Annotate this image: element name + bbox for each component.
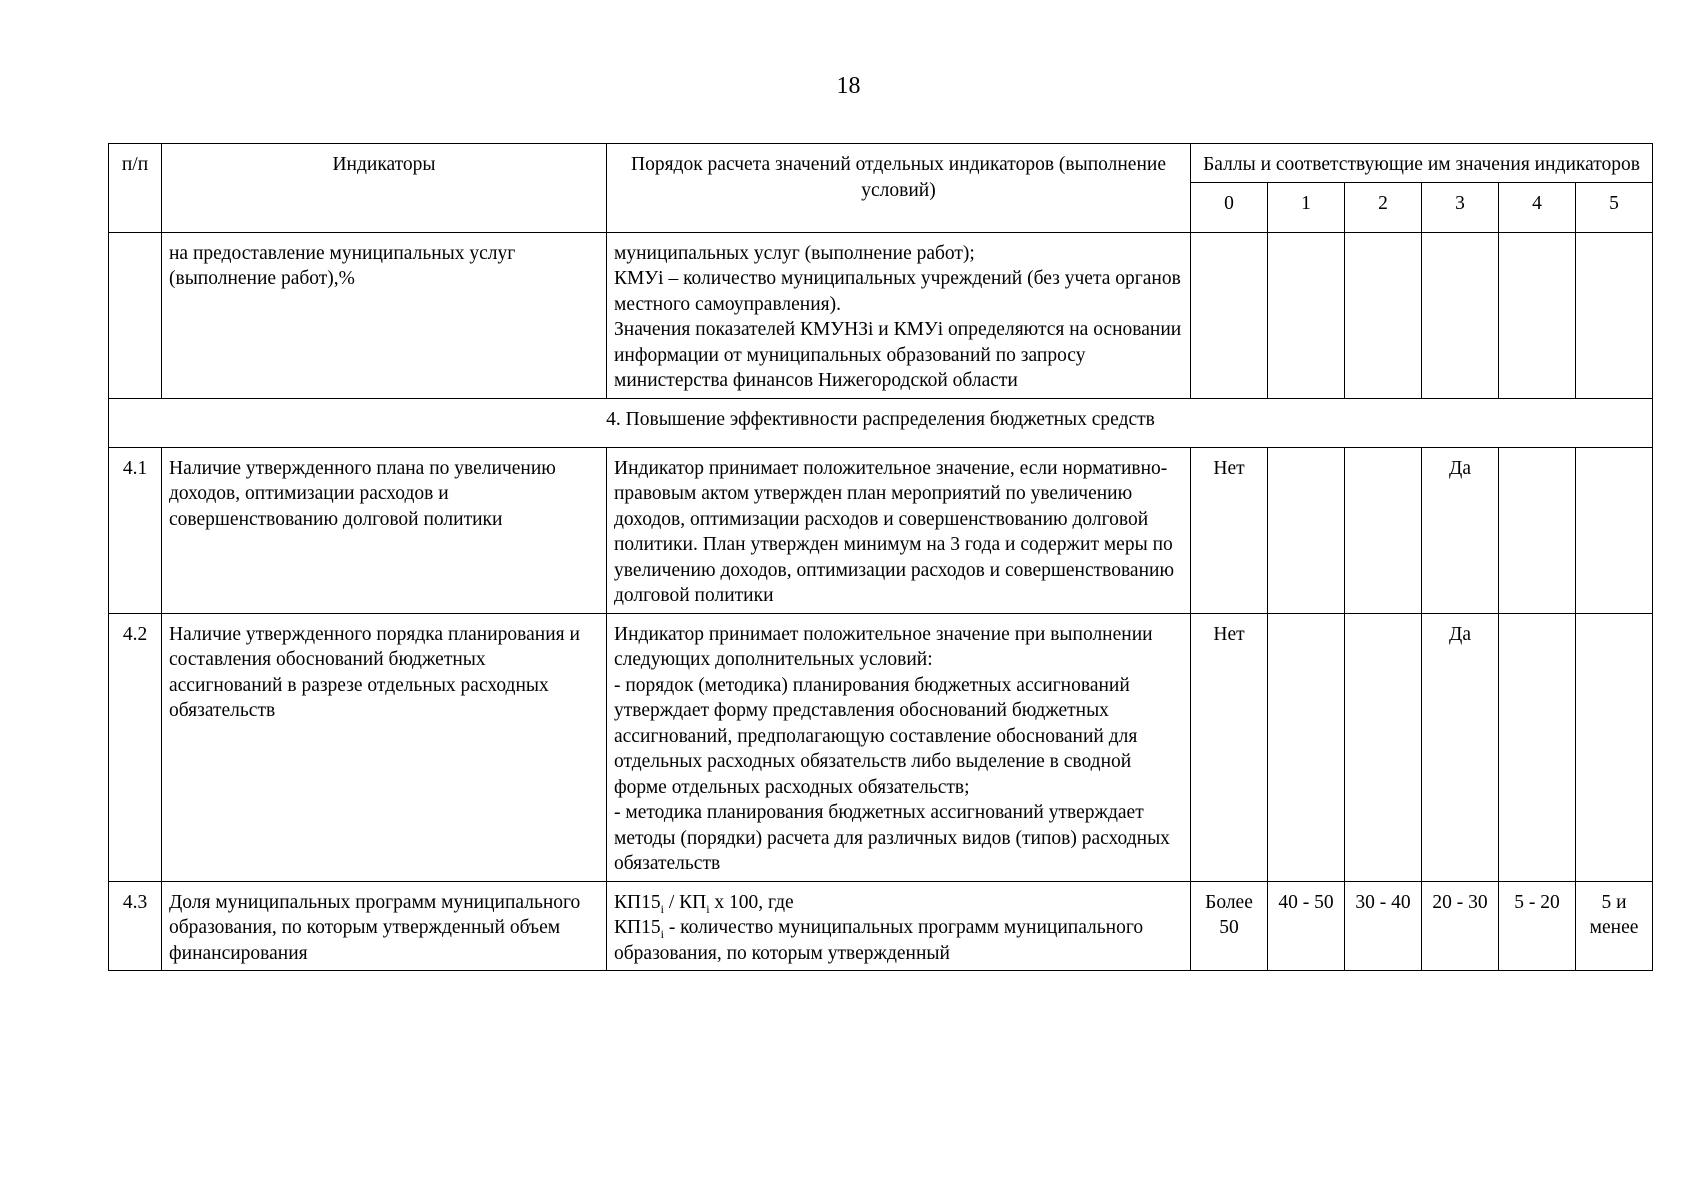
header-score-2: 2 bbox=[1345, 182, 1422, 232]
row-calc bbox=[607, 881, 1191, 971]
score-cell: Более 50 bbox=[1191, 881, 1268, 971]
row-num bbox=[109, 232, 162, 398]
formula-kp15: КП15 bbox=[614, 891, 661, 913]
def-kp15: КП15 bbox=[614, 917, 661, 938]
row-calc bbox=[607, 613, 1191, 881]
score-cell bbox=[1191, 232, 1268, 398]
score-cell bbox=[1576, 447, 1653, 613]
formula-subscript: i bbox=[660, 901, 664, 916]
score-cell bbox=[1268, 613, 1345, 881]
score-cell: 20 - 30 bbox=[1422, 881, 1499, 971]
header-score-3: 3 bbox=[1422, 182, 1499, 232]
score-cell bbox=[1422, 232, 1499, 398]
row-indicator: Наличие утвержденного порядка планирования и составления обоснований бюджетных ассигнований в разрезе отдельных расходных обязательств bbox=[162, 613, 607, 881]
score-cell: Нет bbox=[1191, 613, 1268, 881]
calc-line: КМУi – количество муниципальных учреждений (без учета органов местного самоуправления). bbox=[614, 268, 1181, 315]
score-cell: 30 - 40 bbox=[1345, 881, 1422, 971]
formula-rest: х 100, где bbox=[709, 891, 794, 913]
header-score-1: 1 bbox=[1268, 182, 1345, 232]
section-title: 4. Повышение эффективности распределения бюджетных средств bbox=[109, 398, 1653, 447]
def-subscript: i bbox=[660, 926, 664, 941]
header-scores: Баллы и соответствующие им значения индикаторов bbox=[1191, 144, 1653, 183]
calc-formula bbox=[614, 890, 1183, 916]
score-cell bbox=[1345, 232, 1422, 398]
score-cell bbox=[1499, 232, 1576, 398]
row-calc bbox=[607, 447, 1191, 613]
row-calc bbox=[607, 232, 1191, 398]
header-row bbox=[109, 144, 1653, 183]
calc-line: Индикатор принимает положительное значение при выполнении следующих дополнительных условий: bbox=[614, 623, 1153, 670]
row-num: 4.1 bbox=[109, 447, 162, 613]
score-cell bbox=[1499, 613, 1576, 881]
calc-line: - порядок (методика) планирования бюджетных ассигнований утверждает форму представления обоснований бюджетных ассигнований, предполагающую составление обоснований для отдельных расходных обязательств либо выделение в сводной форме отдельных расходных обязательств; bbox=[614, 674, 1138, 798]
calc-definition bbox=[614, 915, 1183, 966]
score-cell bbox=[1576, 613, 1653, 881]
score-cell bbox=[1345, 447, 1422, 613]
section-row bbox=[109, 398, 1653, 447]
header-indicators: Индикаторы bbox=[162, 144, 607, 233]
row-num: 4.3 bbox=[109, 881, 162, 971]
formula-separator: / bbox=[663, 891, 680, 913]
row-num: 4.2 bbox=[109, 613, 162, 881]
score-cell: Нет bbox=[1191, 447, 1268, 613]
formula-kp: КП bbox=[679, 891, 707, 913]
table-row bbox=[109, 232, 1653, 398]
header-score-5: 5 bbox=[1576, 182, 1653, 232]
score-cell: Да bbox=[1422, 447, 1499, 613]
row-indicator: Наличие утвержденного плана по увеличению доходов, оптимизации расходов и совершенствованию долговой политики bbox=[162, 447, 607, 613]
calc-line: Значения показателей КМУНЗi и КМУi определяются на основании информации от муниципальных образований по запросу министерства финансов Нижегородской области bbox=[614, 319, 1182, 391]
score-cell: 5 и менее bbox=[1576, 881, 1653, 971]
score-cell bbox=[1345, 613, 1422, 881]
score-cell: 5 - 20 bbox=[1499, 881, 1576, 971]
indicators-table bbox=[108, 143, 1653, 971]
row-indicator: на предоставление муниципальных услуг (выполнение работ),% bbox=[162, 232, 607, 398]
score-cell bbox=[1268, 447, 1345, 613]
formula-subscript: i bbox=[706, 901, 710, 916]
table-row bbox=[109, 881, 1653, 971]
table-row bbox=[109, 447, 1653, 613]
def-rest: - количество муниципальных программ муниципального образования, по которым утвержденный bbox=[614, 917, 1144, 964]
header-num: п/п bbox=[109, 144, 162, 233]
calc-line: - методика планирования бюджетных ассигнований утверждает методы (порядки) расчета для различных видов (типов) расходных обязательств bbox=[614, 802, 1170, 874]
calc-line: муниципальных услуг (выполнение работ); bbox=[614, 242, 975, 264]
score-cell: Да bbox=[1422, 613, 1499, 881]
page-number: 18 bbox=[836, 73, 861, 99]
header-score-0: 0 bbox=[1191, 182, 1268, 232]
table-row bbox=[109, 613, 1653, 881]
score-cell bbox=[1499, 447, 1576, 613]
calc-line: Индикатор принимает положительное значение, если нормативно-правовым актом утвержден план мероприятий по увеличению доходов, оптимизации расходов и совершенствованию долговой политики. План утвержден минимум на 3 года и содержит меры по увеличению доходов, оптимизации расходов и совершенствованию долговой политики bbox=[614, 457, 1175, 606]
score-cell bbox=[1268, 232, 1345, 398]
score-cell bbox=[1576, 232, 1653, 398]
row-indicator: Доля муниципальных программ муниципального образования, по которым утвержденный объем финансирования bbox=[162, 881, 607, 971]
header-score-4: 4 bbox=[1499, 182, 1576, 232]
header-calc: Порядок расчета значений отдельных индикаторов (выполнение условий) bbox=[607, 144, 1191, 233]
score-cell: 40 - 50 bbox=[1268, 881, 1345, 971]
